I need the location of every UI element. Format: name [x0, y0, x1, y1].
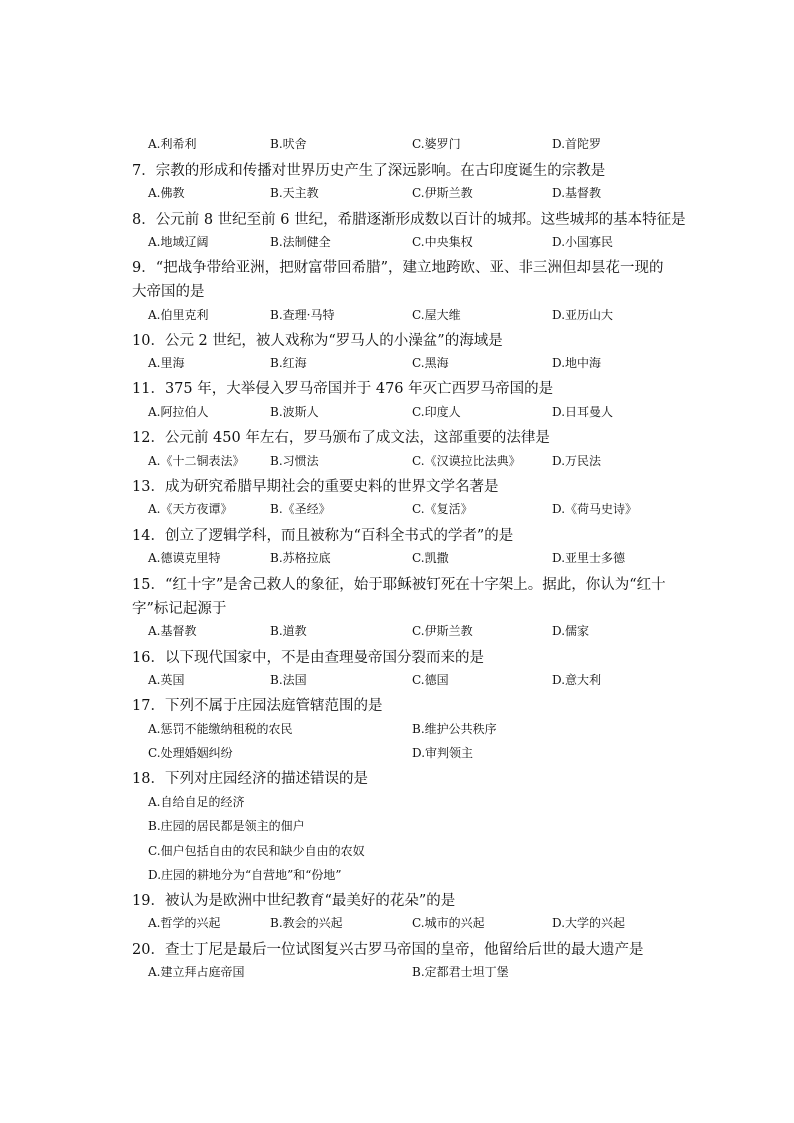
q6-option-d: D.首陀罗: [552, 137, 602, 151]
q12-option-a: A.《十二铜表法》: [148, 454, 245, 468]
q16-option-b: B.法国: [270, 673, 307, 687]
q8-option-c: C.中央集权: [412, 235, 473, 249]
q17-option-d: D.审判领主: [412, 746, 474, 760]
q13-option-d: D.《荷马史诗》: [552, 502, 638, 516]
q6-option-b: B.吠舍: [270, 137, 307, 151]
q19-option-b: B.教会的兴起: [270, 916, 343, 930]
q11-option-b: B.波斯人: [270, 405, 319, 419]
q16-question: 16．以下现代国家中，不是由查理曼帝国分裂而来的是: [132, 650, 484, 666]
q20-options: [0, 962, 794, 982]
q17-option-a: A.惩罚不能缴纳租税的农民: [148, 722, 293, 736]
q19-option-d: D.大学的兴起: [552, 916, 626, 930]
q12-option-b: B.习惯法: [270, 454, 319, 468]
q15-option-c: C.伊斯兰教: [412, 624, 473, 638]
q10-option-d: D.地中海: [552, 356, 602, 370]
q12-options: [0, 451, 794, 471]
q13-question: 13．成为研究希腊早期社会的重要史料的世界文学名著是: [132, 479, 499, 495]
q16-option-c: C.德国: [412, 673, 449, 687]
q14-option-a: A.德谟克里特: [148, 551, 221, 565]
q12-question: 12．公元前 450 年左右，罗马颁布了成文法，这部重要的法律是: [132, 430, 550, 446]
q18-option-a: A.自给自足的经济: [148, 795, 245, 809]
q12-option-c: C.《汉谟拉比法典》: [412, 454, 521, 468]
q19-options: [0, 913, 794, 933]
q19-option-c: C.城市的兴起: [412, 916, 485, 930]
q7-option-b: B.天主教: [270, 186, 319, 200]
q17-question: 17．下列不属于庄园法庭管辖范围的是: [132, 698, 383, 714]
q9-question-line2: 大帝国的是: [132, 284, 205, 300]
q6-option-a: A.利希利: [148, 137, 197, 151]
q17-option-c: C.处理婚姻纠纷: [148, 746, 233, 760]
q17-options-row2: [0, 743, 794, 763]
q13-options: [0, 499, 794, 519]
q7-option-a: A.佛教: [148, 186, 185, 200]
q19-question: 19．被认为是欧洲中世纪教育“最美好的花朵”的是: [132, 893, 456, 909]
q9-option-c: C.屋大维: [412, 308, 461, 322]
q11-option-a: A.阿拉伯人: [148, 405, 209, 419]
q10-option-a: A.里海: [148, 356, 185, 370]
q11-option-d: D.日耳曼人: [552, 405, 614, 419]
q20-option-b: B.定都君士坦丁堡: [412, 965, 509, 979]
q18-question: 18．下列对庄园经济的描述错误的是: [132, 771, 368, 787]
q14-option-d: D.亚里士多德: [552, 551, 626, 565]
q17-options-row1: [0, 719, 794, 739]
q11-option-c: C.印度人: [412, 405, 461, 419]
q7-option-d: D.基督教: [552, 186, 602, 200]
q18-option-c: C.佃户包括自由的农民和缺少自由的农奴: [148, 844, 365, 858]
q6-option-c: C.婆罗门: [412, 137, 461, 151]
q14-option-b: B.苏格拉底: [270, 551, 331, 565]
q6-options: [0, 134, 794, 154]
q18-option-b: B.庄园的居民都是领主的佃户: [148, 819, 305, 833]
q20-question: 20．查士丁尼是最后一位试图复兴古罗马帝国的皇帝，他留给后世的最大遗产是: [132, 942, 644, 958]
q10-question: 10．公元 2 世纪，被人戏称为“罗马人的小澡盆”的海域是: [132, 333, 503, 349]
q10-options: [0, 353, 794, 373]
q10-option-b: B.红海: [270, 356, 307, 370]
q7-option-c: C.伊斯兰教: [412, 186, 473, 200]
q15-question-line2: 字”标记起源于: [132, 601, 227, 617]
q20-option-a: A.建立拜占庭帝国: [148, 965, 245, 979]
q15-option-d: D.儒家: [552, 624, 590, 638]
q14-options: [0, 548, 794, 568]
q13-option-b: B.《圣经》: [270, 502, 331, 516]
q13-option-a: A.《天方夜谭》: [148, 502, 233, 516]
q9-option-b: B.查理·马特: [270, 308, 335, 322]
q12-option-d: D.万民法: [552, 454, 602, 468]
q19-option-a: A.哲学的兴起: [148, 916, 221, 930]
q8-options: [0, 232, 794, 252]
q9-options: [0, 305, 794, 325]
q16-options: [0, 670, 794, 690]
q9-option-a: A.伯里克利: [148, 308, 209, 322]
q16-option-d: D.意大利: [552, 673, 602, 687]
q15-options: [0, 621, 794, 641]
q7-question: 7．宗教的形成和传播对世界历史产生了深远影响。在古印度诞生的宗教是: [132, 163, 606, 179]
q15-option-b: B.道教: [270, 624, 307, 638]
q18-option-d: D.庄园的耕地分为“自营地”和“份地”: [148, 868, 342, 882]
q8-option-b: B.法制健全: [270, 235, 331, 249]
q9-question-line1: 9．“把战争带给亚洲，把财富带回希腊”，建立地跨欧、亚、非三洲但却昙花一现的: [132, 260, 664, 276]
q15-option-a: A.基督教: [148, 624, 197, 638]
q15-question-line1: 15．“红十字”是舍己救人的象征，始于耶稣被钉死在十字架上。据此，你认为“红十: [132, 577, 666, 593]
q14-question: 14．创立了逻辑学科，而且被称为“百科全书式的学者”的是: [132, 528, 514, 544]
q9-option-d: D.亚历山大: [552, 308, 614, 322]
q8-question: 8．公元前 8 世纪至前 6 世纪，希腊逐渐形成数以百计的城邦。这些城邦的基本特征是: [132, 212, 686, 228]
q16-option-a: A.英国: [148, 673, 185, 687]
q7-options: [0, 183, 794, 203]
q10-option-c: C.黑海: [412, 356, 449, 370]
q17-option-b: B.维护公共秩序: [412, 722, 497, 736]
q11-options: [0, 402, 794, 422]
q13-option-c: C.《复活》: [412, 502, 473, 516]
q11-question: 11．375 年，大举侵入罗马帝国并于 476 年灭亡西罗马帝国的是: [132, 381, 554, 397]
q8-option-a: A.地域辽阔: [148, 235, 209, 249]
q8-option-d: D.小国寡民: [552, 235, 614, 249]
q14-option-c: C.凯撒: [412, 551, 449, 565]
